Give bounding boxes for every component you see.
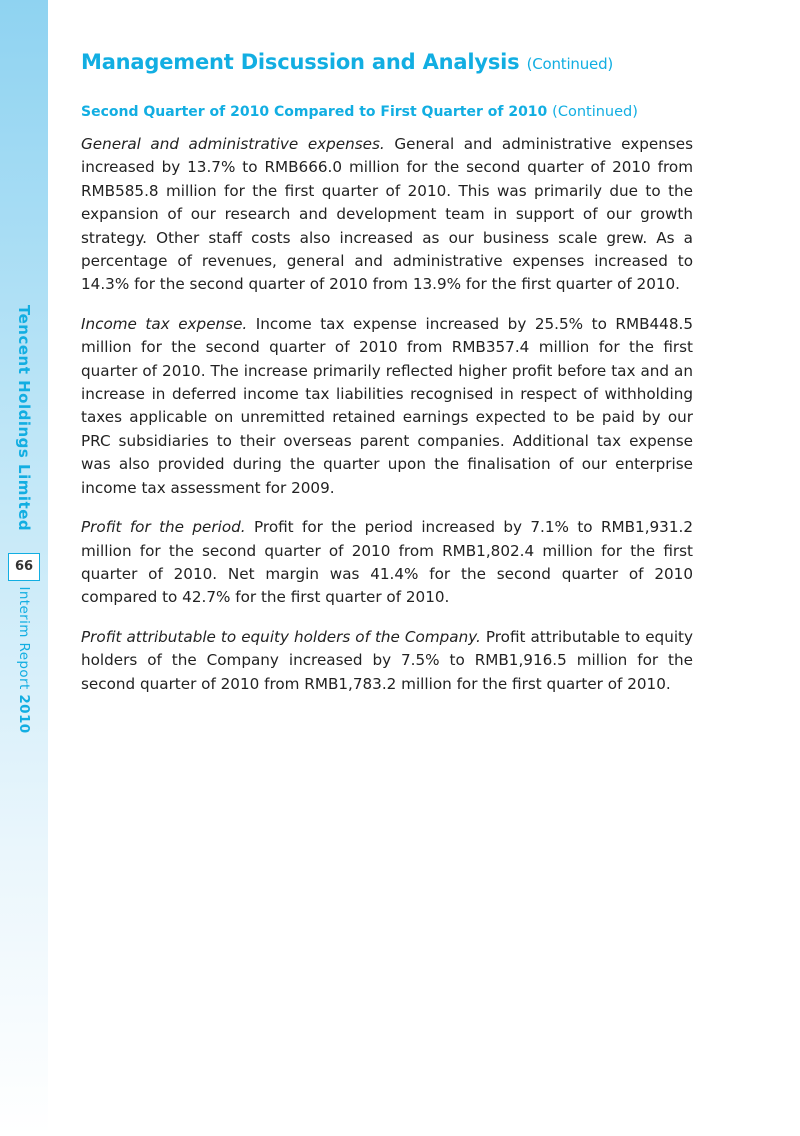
paragraph-lead: General and administrative expenses. bbox=[81, 135, 385, 153]
page-title-suffix: (Continued) bbox=[526, 55, 614, 73]
paragraph-lead: Profit for the period. bbox=[81, 518, 246, 537]
paragraph-body: Income tax expense increased by 25.5% to RMB448.5 million for the second quarter of 2010 from RMB357.4 million for the first quarter of 2010. The increase primarily reflected higher profit before tax and an increase in deferred income tax liabilities recognised in respect of withholding taxes applicable on unremitted retained earnings expected to be paid by our PRC subsidiaries to their overseas parent companies. Additional tax expense was also provided during the quarter upon the finalisation of our enterprise income tax assessment for 2009. bbox=[81, 314, 693, 497]
report-label-text: Interim Report bbox=[16, 586, 32, 690]
paragraph-income-tax bbox=[81, 313, 693, 500]
report-label bbox=[16, 586, 32, 733]
report-year: 2010 bbox=[16, 694, 32, 734]
section-heading-suffix: (Continued) bbox=[552, 104, 638, 120]
page-number: 66 bbox=[8, 553, 40, 581]
company-name: Tencent Holdings Limited bbox=[15, 304, 33, 532]
paragraph-profit-period bbox=[81, 516, 693, 610]
paragraph-lead: Income tax expense. bbox=[81, 314, 248, 333]
sidebar bbox=[0, 0, 48, 1136]
page-title bbox=[81, 50, 693, 74]
paragraph-profit-attributable bbox=[81, 626, 693, 696]
paragraph-body: Profit for the period increased by 7.1% to RMB1,931.2 million for the second quarter of 2010 from RMB1,802.4 million for the first quarter of 2010. Net margin was 41.4% for the second quarter of 2010 compared to 42.7% for the first quarter of 2010. bbox=[81, 518, 694, 607]
paragraph-ga-expenses bbox=[81, 133, 693, 297]
paragraph-lead: Profit attributable to equity holders of the Company. bbox=[81, 627, 481, 646]
section-heading bbox=[81, 104, 693, 120]
paragraph-body: General and administrative expenses increased by 13.7% to RMB666.0 million for the second quarter of 2010 from RMB585.8 million for the first quarter of 2010. This was primarily due to the expansion of our research and development team in support of our growth strategy. Other staff costs also increased as our business scale grew. As a percentage of revenues, general and administrative expenses increased to 14.3% for the second quarter of 2010 from 13.9% for the first quarter of 2010. bbox=[81, 135, 693, 294]
page-title-text: Management Discussion and Analysis bbox=[81, 50, 520, 74]
section-heading-text: Second Quarter of 2010 Compared to First Quarter of 2010 bbox=[81, 104, 548, 120]
paragraph-body: Profit attributable to equity holders of the Company increased by 7.5% to RMB1,916.5 million for the second quarter of 2010 from RMB1,783.2 million for the first quarter of 2010. bbox=[81, 627, 693, 693]
main-content bbox=[81, 50, 693, 696]
